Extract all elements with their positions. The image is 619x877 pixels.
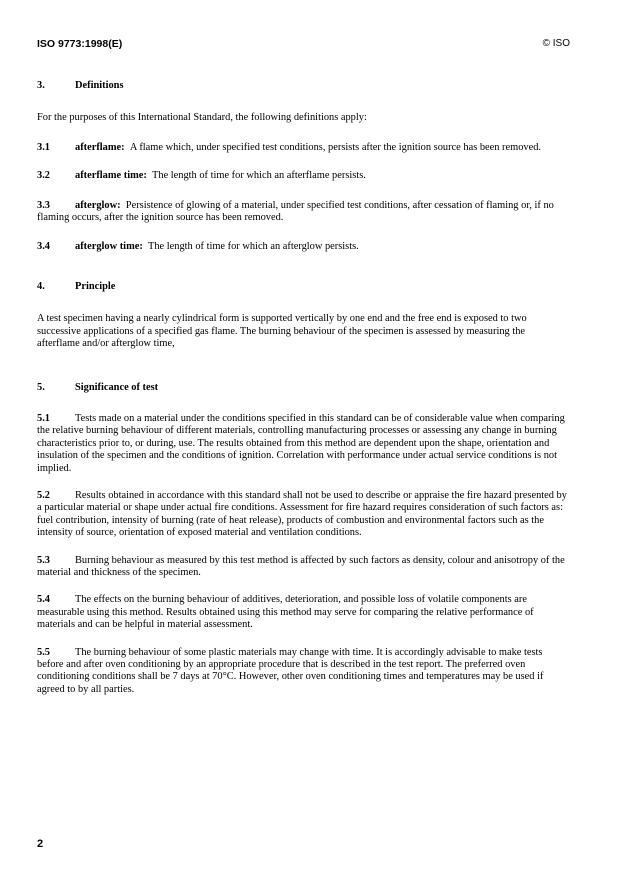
clause-5-4	[37, 594, 570, 631]
principle-text: A test specimen having a nearly cylindrical form is supported vertically by one end and the free end is exposed to two successive applications of a specified gas flame. The burning behaviour of the specimen is assessed by measuring the afterflame and/or afterglow time,	[37, 313, 527, 350]
clause-5-5	[37, 647, 570, 697]
clause-text: Results obtained in accordance with this standard shall not be used to describe or appraise the fire hazard presented by a particular material or shape under actual fire conditions. Assessment for fire hazard requires consideration of such factors as: fuel contribution, intensity of burning (rate of heat release), products of combustion and environmental factors such as the intensity of source, orientation of exposed material and ventilation conditions.	[37, 489, 567, 539]
section-4-heading	[37, 281, 570, 293]
clause-number: 5.2	[37, 489, 50, 501]
clause-5-2	[37, 490, 570, 540]
definition-term: afterflame:	[75, 141, 125, 153]
definition-term: afterglow:	[75, 199, 121, 211]
clause-text: The effects on the burning behaviour of additives, deterioration, and possible loss of volatile components are measurable using this method. Results obtained using this method may serve for comparing the relative performance of materials and can be helpful in material assessment.	[37, 594, 534, 631]
section-3-heading	[37, 80, 570, 92]
section-3-number: 3.	[37, 80, 45, 91]
clause-5-1	[37, 413, 570, 475]
definition-3-4	[37, 241, 570, 253]
clause-number: 5.4	[37, 594, 50, 606]
section-5-number: 5.	[37, 382, 45, 394]
definitions-intro: For the purposes of this International Standard, the following definitions apply:	[37, 112, 367, 124]
document-body	[37, 80, 570, 696]
definition-text: The length of time for which an afterglow persists.	[148, 241, 359, 253]
section-4-title: Principle	[75, 280, 116, 292]
clause-number: 5.5	[37, 646, 50, 658]
definition-number: 3.2	[37, 170, 50, 182]
standard-header: ISO 9773:1998(E)	[37, 38, 123, 50]
clause-text: Burning behaviour as measured by this test method is affected by such factors as density, colour and anisotropy of the material and thickness of the specimen.	[37, 554, 565, 578]
definition-number: 3.1	[37, 141, 50, 153]
definition-term: afterglow time:	[75, 241, 143, 253]
section-3-title: Definitions	[75, 80, 124, 91]
clause-text: The burning behaviour of some plastic materials may change with time. It is accordingly advisable to make tests before and after oven conditioning by an appropriate procedure that is described in the test report. The preferred oven conditioning conditions shall be 7 days at 70°C. However, other oven conditioning times and temperatures may be used if agreed to by all parties.	[37, 646, 544, 695]
clause-number: 5.1	[37, 412, 50, 424]
clause-5-3	[37, 555, 570, 580]
definition-3-2	[37, 170, 570, 182]
definition-text: Persistence of glowing of a material, under specified test conditions, after cessation of flaming or, if no flaming occurs, after the ignition source has been removed.	[37, 199, 554, 224]
page-number: 2	[37, 838, 44, 850]
definition-3-3	[37, 200, 570, 225]
definition-3-1	[37, 142, 570, 154]
section-5-heading	[37, 382, 570, 394]
clause-number: 5.3	[37, 554, 50, 566]
copyright-header: © ISO	[542, 38, 570, 49]
definition-text: The length of time for which an afterflame persists.	[152, 170, 366, 182]
definition-text: A flame which, under specified test conditions, persists after the ignition source has been removed.	[129, 141, 541, 153]
section-4-number: 4.	[37, 280, 45, 292]
definition-number: 3.3	[37, 199, 50, 211]
section-5-title: Significance of test	[75, 382, 159, 394]
clause-text: Tests made on a material under the conditions specified in this standard can be of considerable value when comparing the relative burning behaviour of different materials, controlling manufacturing processes or assessing any change in burning characteristics prior to, or during, use. The results obtained from this method are dependent upon the shape, orientation and insulation of the specimen and the conditions of ignition. Correlation with performance under actual service conditions is not implied.	[37, 412, 565, 474]
definition-number: 3.4	[37, 241, 50, 253]
definition-term: afterflame time:	[75, 170, 147, 182]
